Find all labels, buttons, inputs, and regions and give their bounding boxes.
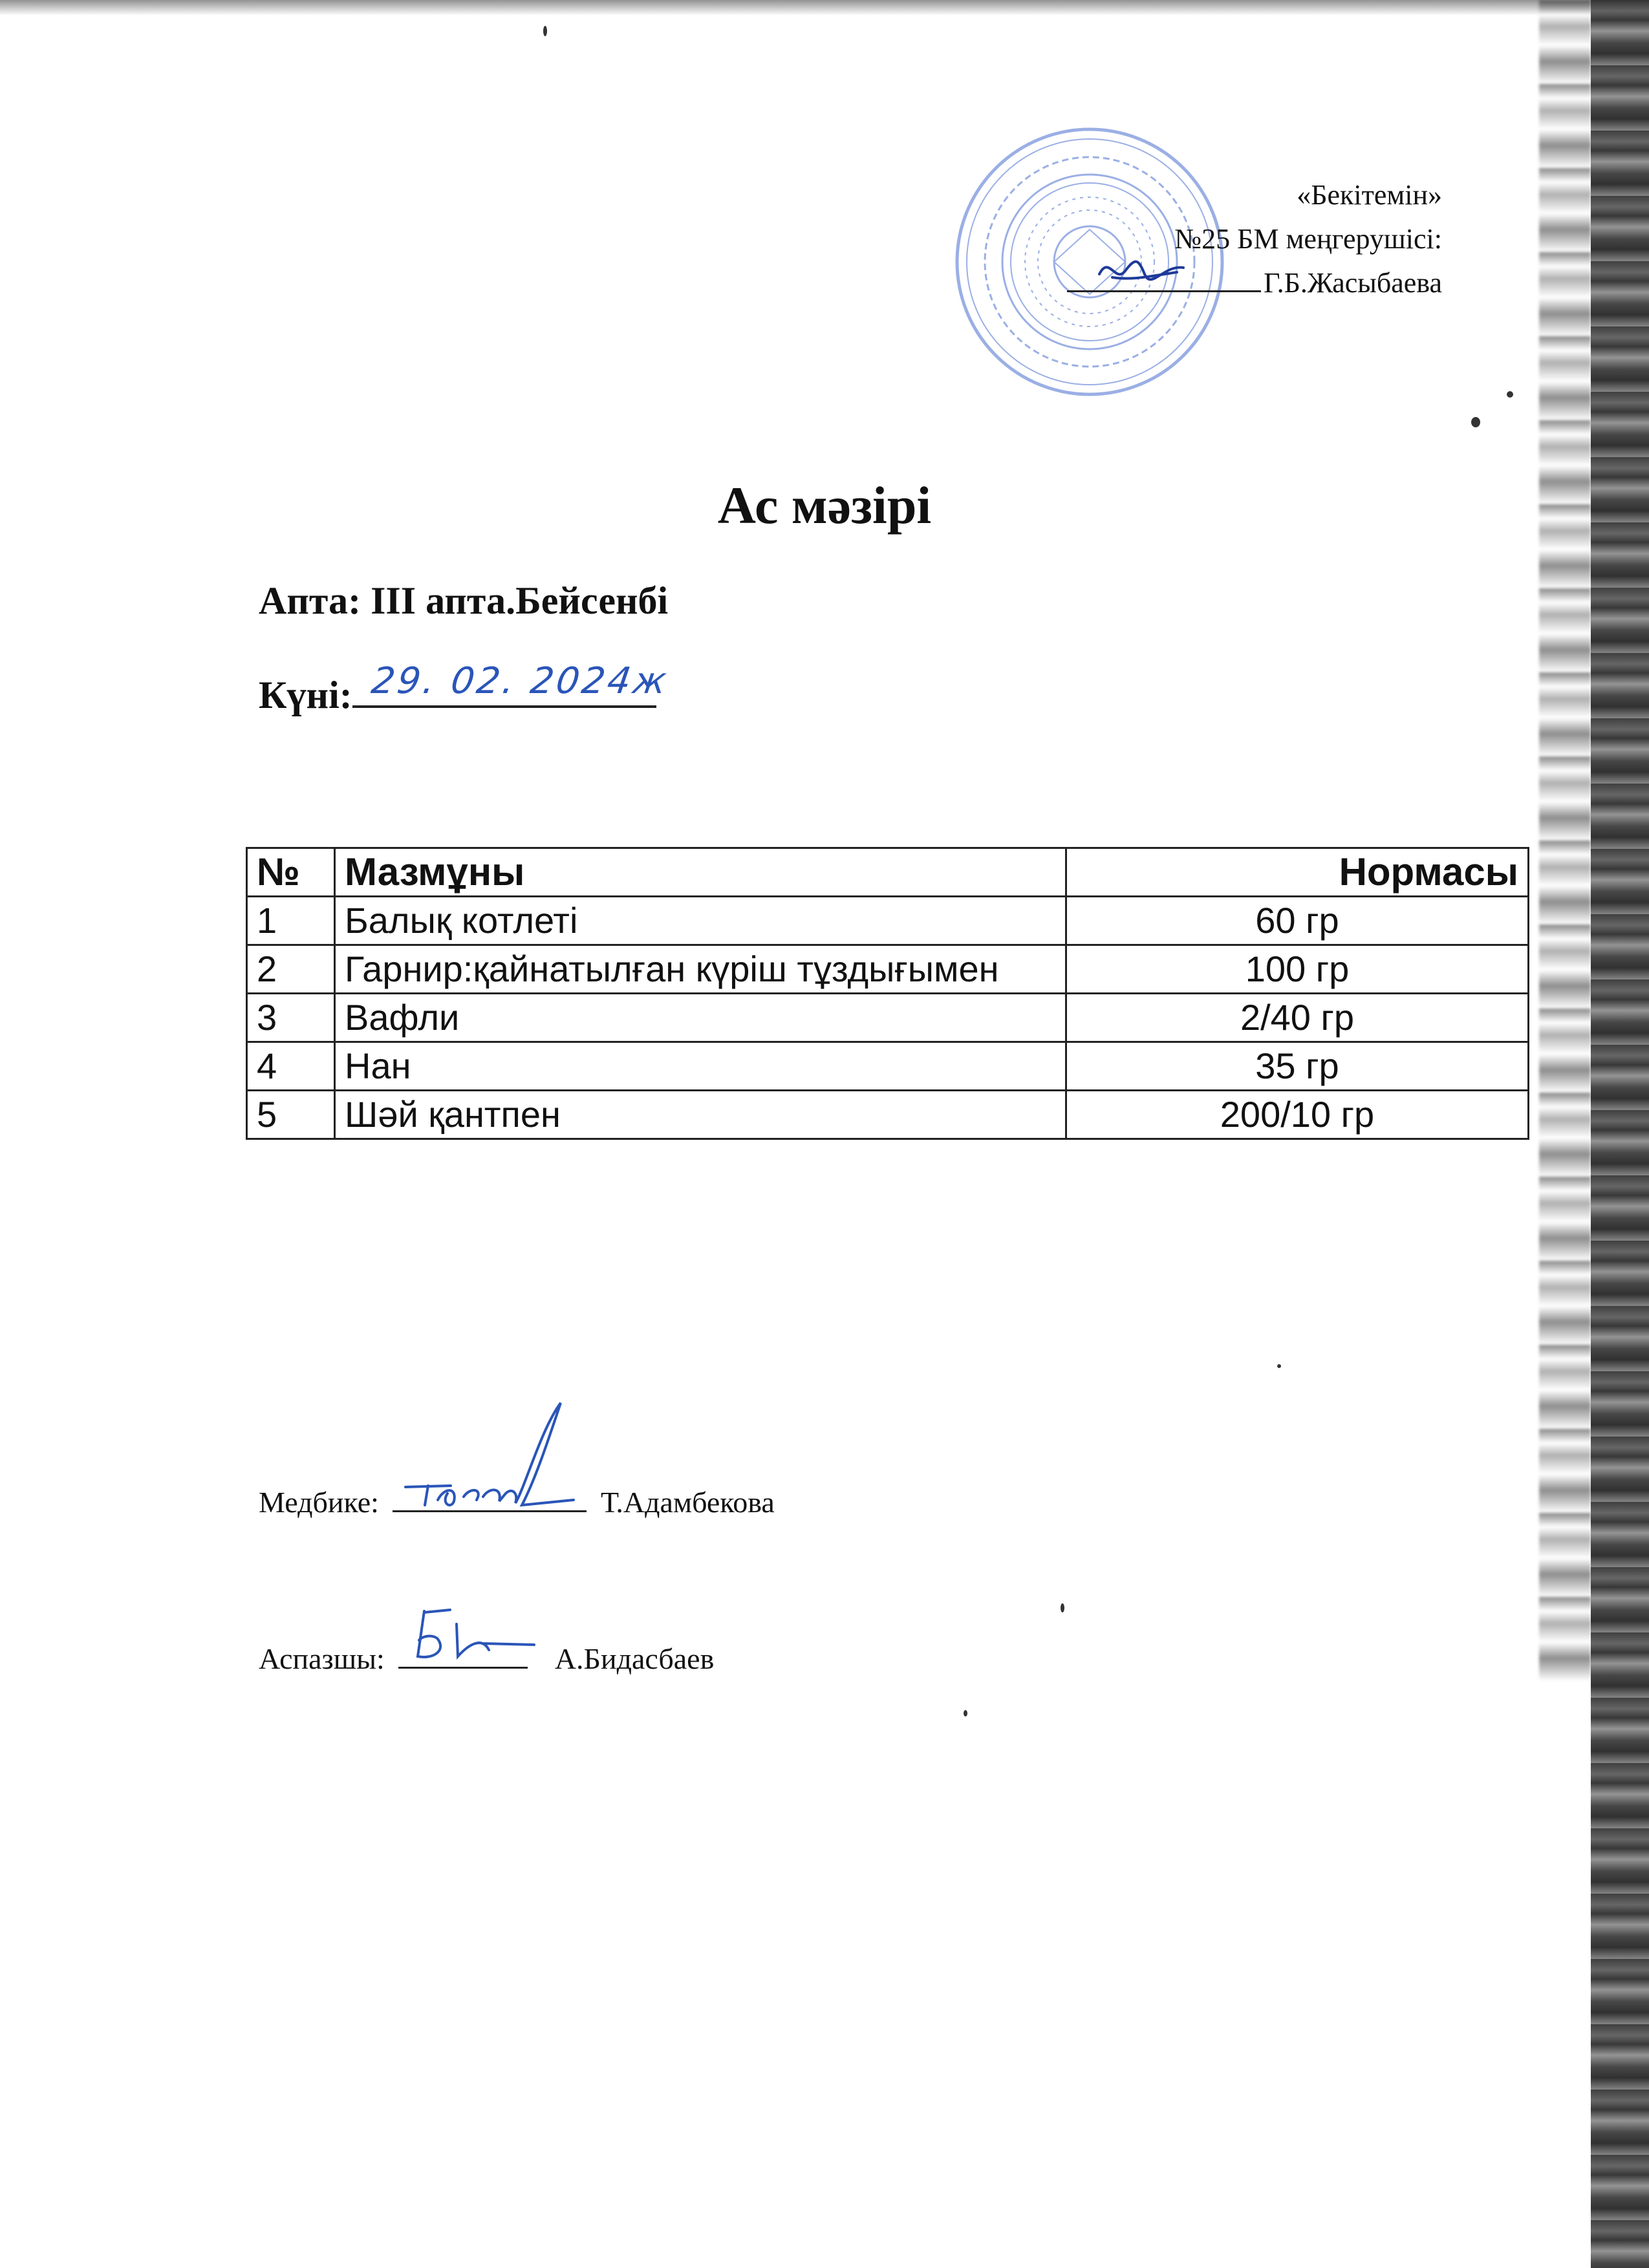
table-row	[247, 994, 1529, 1042]
row-norm: 60 гр	[1066, 897, 1529, 945]
cook-label: Аспазшы:	[259, 1642, 385, 1675]
approval-heading: «Бекітемін»	[1297, 179, 1442, 211]
row-norm: 35 гр	[1066, 1042, 1529, 1091]
speck	[1061, 1603, 1064, 1612]
row-dish: Гарнир:қайнатылған күріш тұздығымен	[335, 945, 1066, 994]
speck	[543, 26, 547, 36]
nurse-name: Т.Адамбекова	[600, 1486, 775, 1519]
nurse-signoff	[259, 1481, 775, 1519]
speck	[1507, 391, 1513, 398]
date-value: 29. 02. 2024ж	[369, 660, 671, 702]
row-number: 5	[247, 1091, 335, 1139]
nurse-signature	[393, 1390, 587, 1513]
approval-position: №25 БМ меңгерушісі:	[1174, 223, 1442, 255]
speck	[1471, 417, 1480, 427]
speck	[964, 1710, 967, 1717]
scan-right-edge	[1591, 0, 1649, 2268]
header-content: Мазмұны	[335, 848, 1066, 897]
row-number: 4	[247, 1042, 335, 1091]
row-norm: 200/10 гр	[1066, 1091, 1529, 1139]
speck	[1277, 1364, 1281, 1368]
nurse-signature-line	[393, 1481, 587, 1512]
row-norm: 100 гр	[1066, 945, 1529, 994]
table-header-row	[247, 848, 1529, 897]
table-row	[247, 1091, 1529, 1139]
row-norm: 2/40 гр	[1066, 994, 1529, 1042]
page-title: Ас мәзірі	[717, 476, 932, 535]
cook-signoff	[259, 1637, 714, 1676]
week-label: Апта: III апта.Бейсенбі	[259, 579, 669, 622]
table-row	[247, 897, 1529, 945]
date-row	[259, 660, 671, 718]
date-field	[352, 660, 671, 708]
row-dish: Вафли	[335, 994, 1066, 1042]
director-name: Г.Б.Жасыбаева	[1264, 267, 1442, 299]
row-dish: Нан	[335, 1042, 1066, 1091]
scan-shadow	[1539, 0, 1591, 1681]
approval-signature-row	[1067, 261, 1442, 305]
header-norm: Нормасы	[1066, 848, 1529, 897]
cook-signature	[398, 1598, 554, 1669]
cook-signature-line	[398, 1637, 528, 1669]
cook-name: А.Бидасбаев	[554, 1642, 715, 1675]
approval-block	[1067, 173, 1442, 305]
row-dish: Шәй қантпен	[335, 1091, 1066, 1139]
scan-top-edge	[0, 0, 1649, 17]
row-number: 1	[247, 897, 335, 945]
row-number: 3	[247, 994, 335, 1042]
table-row	[247, 945, 1529, 994]
table-row	[247, 1042, 1529, 1091]
menu-table	[246, 847, 1529, 1140]
row-dish: Балық котлеті	[335, 897, 1066, 945]
row-number: 2	[247, 945, 335, 994]
nurse-label: Медбике:	[259, 1486, 379, 1519]
director-signature-line	[1067, 264, 1261, 292]
date-label: Күні:	[259, 674, 352, 716]
header-number: №	[247, 848, 335, 897]
director-signature	[1093, 245, 1190, 297]
